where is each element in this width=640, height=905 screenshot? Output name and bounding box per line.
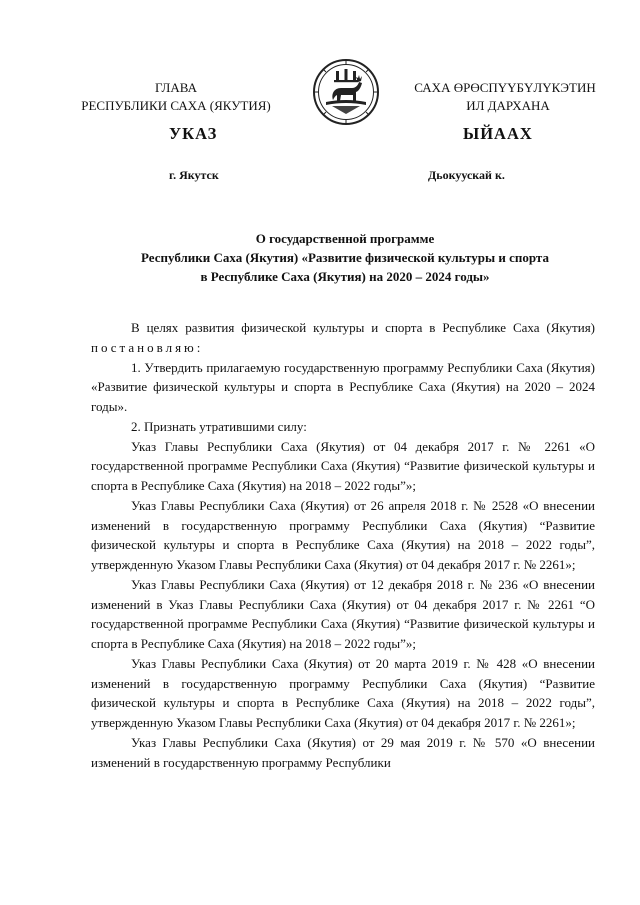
repealed-item-3: Указ Главы Республики Саха (Якутия) от 12 декабря 2018 г. № 236 «О внесении изменений в Указ Главы Республики Саха (Якутия) от 04 декабря 2017 г. № 2261 “О государственной программе Республики Саха (Якутия) “Развитие физической культуры и спорта в Республике Саха (Якутия) на 2018 – 2022 годы”»; xyxy=(91,576,595,651)
title-line-2: Республики Саха (Якутия) «Развитие физической культуры и спорта xyxy=(141,250,549,265)
issuer-sah-line2: ИЛ ДАРХАНА xyxy=(466,98,550,113)
repealed-item-1: Указ Главы Республики Саха (Якутия) от 04 декабря 2017 г. № 2261 «О государственной программе Республики Саха (Якутия) “Развитие физической культуры и спорта в Республике Саха (Якутия) на 2018 – 2022 годы”»; xyxy=(91,438,595,493)
document-body xyxy=(91,318,595,772)
clause-2: 2. Признать утратившими силу: xyxy=(131,418,307,434)
preamble-colon: : xyxy=(196,339,201,355)
title-line-1: О государственной программе xyxy=(255,231,435,246)
document-title xyxy=(60,229,630,286)
clause-1: 1. Утвердить прилагаемую государственную программу Республики Саха (Якутия) «Развитие физической культуры и спорта в Республике Саха (Якутия) на 2020 – 2024 годы». xyxy=(91,359,595,414)
preamble-text: В целях развития физической культуры и спорта в Республике Саха (Якутия) xyxy=(131,320,595,335)
issuer-ru-line2: РЕСПУБЛИКИ САХА (ЯКУТИЯ) xyxy=(81,98,271,113)
issuer-sah xyxy=(395,79,615,115)
resolve-word: постановляю xyxy=(91,339,197,355)
issuer-ru xyxy=(60,79,292,115)
preamble-paragraph xyxy=(91,318,595,358)
issuer-ru-line1: ГЛАВА xyxy=(155,80,197,95)
decree-label-ru: УКАЗ xyxy=(169,124,218,143)
decree-label-sah: ЫЙААХ xyxy=(463,124,533,143)
city-ru: г. Якутск xyxy=(169,168,219,182)
repealed-item-2: Указ Главы Республики Саха (Якутия) от 26 апреля 2018 г. № 2528 «О внесении изменений в государственную программу Республики Саха (Якутия) “Развитие физической культуры и спорта в Республике Саха (Якутия) на 2018 – 2022 годы”, утвержденную Указом Главы Республики Саха (Якутия) от 04 декабря 2017 г. № 2261»; xyxy=(91,497,595,572)
issuer-sah-line1: САХА ӨРӨСПҮҮБҮЛҮКЭТИН xyxy=(414,80,596,95)
repealed-item-5: Указ Главы Республики Саха (Якутия) от 29 мая 2019 г. № 570 «О внесении изменений в государственную программу Республики xyxy=(91,734,595,770)
yakutia-coat-of-arms-icon xyxy=(312,58,380,126)
repealed-item-4: Указ Главы Республики Саха (Якутия) от 20 марта 2019 г. № 428 «О внесении изменений в государственную программу Республики Саха (Якутия) “Развитие физической культуры и спорта в Республике Саха (Якутия) на 2018 – 2022 годы”, утвержденную Указом Главы Республики Саха (Якутия) от 04 декабря 2017 г. № 2261»; xyxy=(91,655,595,730)
title-line-3: в Республике Саха (Якутия) на 2020 – 2024 годы» xyxy=(200,269,490,284)
city-sah: Дьокуускай к. xyxy=(428,168,505,182)
